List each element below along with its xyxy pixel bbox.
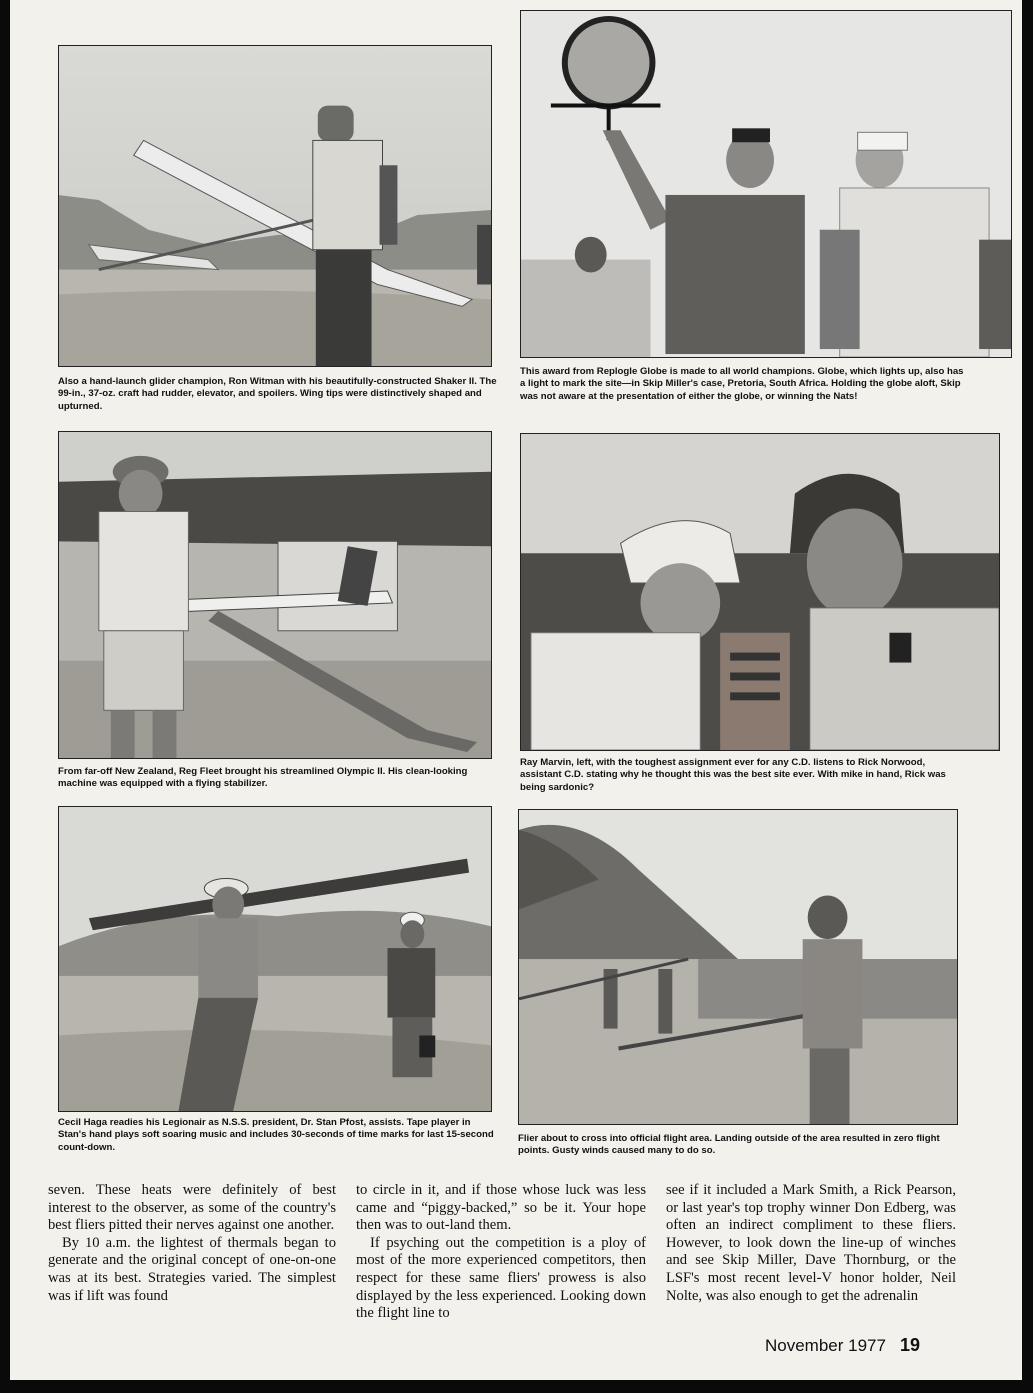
body-paragraph: seven. These heats were definitely of best interest to the observer, as some of the country's best fliers pitted their nerves against one another. — [48, 1182, 336, 1234]
magazine-page — [10, 0, 1022, 1380]
body-paragraph: see if it included a Mark Smith, a Rick Pearson, or last year's top trophy winner Don Edberg, was often an indirect compliment to these fliers. However, to look down the line-up of winches and see Skip Miller, Dave Thornburg, or the LSF's most recent level-V honor holder, Neil Nolte, was also enough to get the adrenalin — [666, 1182, 956, 1304]
caption-replogle-globe: This award from Replogle Globe is made to all world champions. Globe, which lights up, also has a light to mark the site—in Skip Miller's case, Pretoria, South Africa. Holding the globe aloft, Skip was not aware at the presentation of either the globe, or winning the Nats! — [520, 366, 964, 402]
photo-replogle-globe — [520, 10, 1012, 358]
body-column-3 — [666, 1182, 956, 1305]
photo-flier-crossing-flight-area — [518, 809, 958, 1125]
body-paragraph: If psyching out the competition is a ploy of most of the more experienced competitors, then respect for these same fliers' prowess is also displayed by the less experienced. Looking down the flight line to — [356, 1234, 646, 1322]
caption-ray-marvin: Ray Marvin, left, with the toughest assignment ever for any C.D. listens to Rick Norwood, assistant C.D. stating why he thought this was the best site ever. With mike in hand, Rick was being sardonic? — [520, 757, 946, 793]
body-column-1 — [48, 1182, 336, 1305]
body-paragraph: By 10 a.m. the lightest of thermals began to generate and the original concept of one-on-one was at its best. Strategies varied. The simplest was if lift was found — [48, 1234, 336, 1304]
caption-reg-fleet: From far-off New Zealand, Reg Fleet brought his streamlined Olympic II. His clean-looking machine was equipped with a flying stabilizer. — [58, 766, 468, 790]
photo-ron-witman-glider — [58, 45, 492, 367]
photo-ray-marvin-rick-norwood — [520, 433, 1000, 751]
page-number: 19 — [899, 1335, 920, 1355]
caption-cecil-haga: Cecil Haga readies his Legionair as N.S.S. president, Dr. Stan Pfost, assists. Tape player in Stan's hand plays soft soaring music and includes 30-seconds of time marks for last 15-second count-down. — [58, 1117, 494, 1153]
issue-date: November 1977 — [765, 1336, 886, 1355]
photo-reg-fleet-olympic — [58, 431, 492, 759]
photo-cecil-haga-legionair — [58, 806, 492, 1112]
caption-ron-witman: Also a hand-launch glider champion, Ron Witman with his beautifully-constructed Shaker II. The 99-in., 37-oz. craft had rudder, elevator, and spoilers. Wing tips were distinctively shaped and upturned. — [58, 376, 497, 412]
body-column-2 — [356, 1182, 646, 1323]
caption-flier-crossing: Flier about to cross into official flight area. Landing outside of the area resulted in zero flight points. Gusty winds caused many to do so. — [518, 1133, 940, 1157]
page-footer — [765, 1335, 920, 1356]
body-paragraph: to circle in it, and if those whose luck was less came and “piggy-backed,” so be it. Your hope then was to out-land them. — [356, 1182, 646, 1234]
